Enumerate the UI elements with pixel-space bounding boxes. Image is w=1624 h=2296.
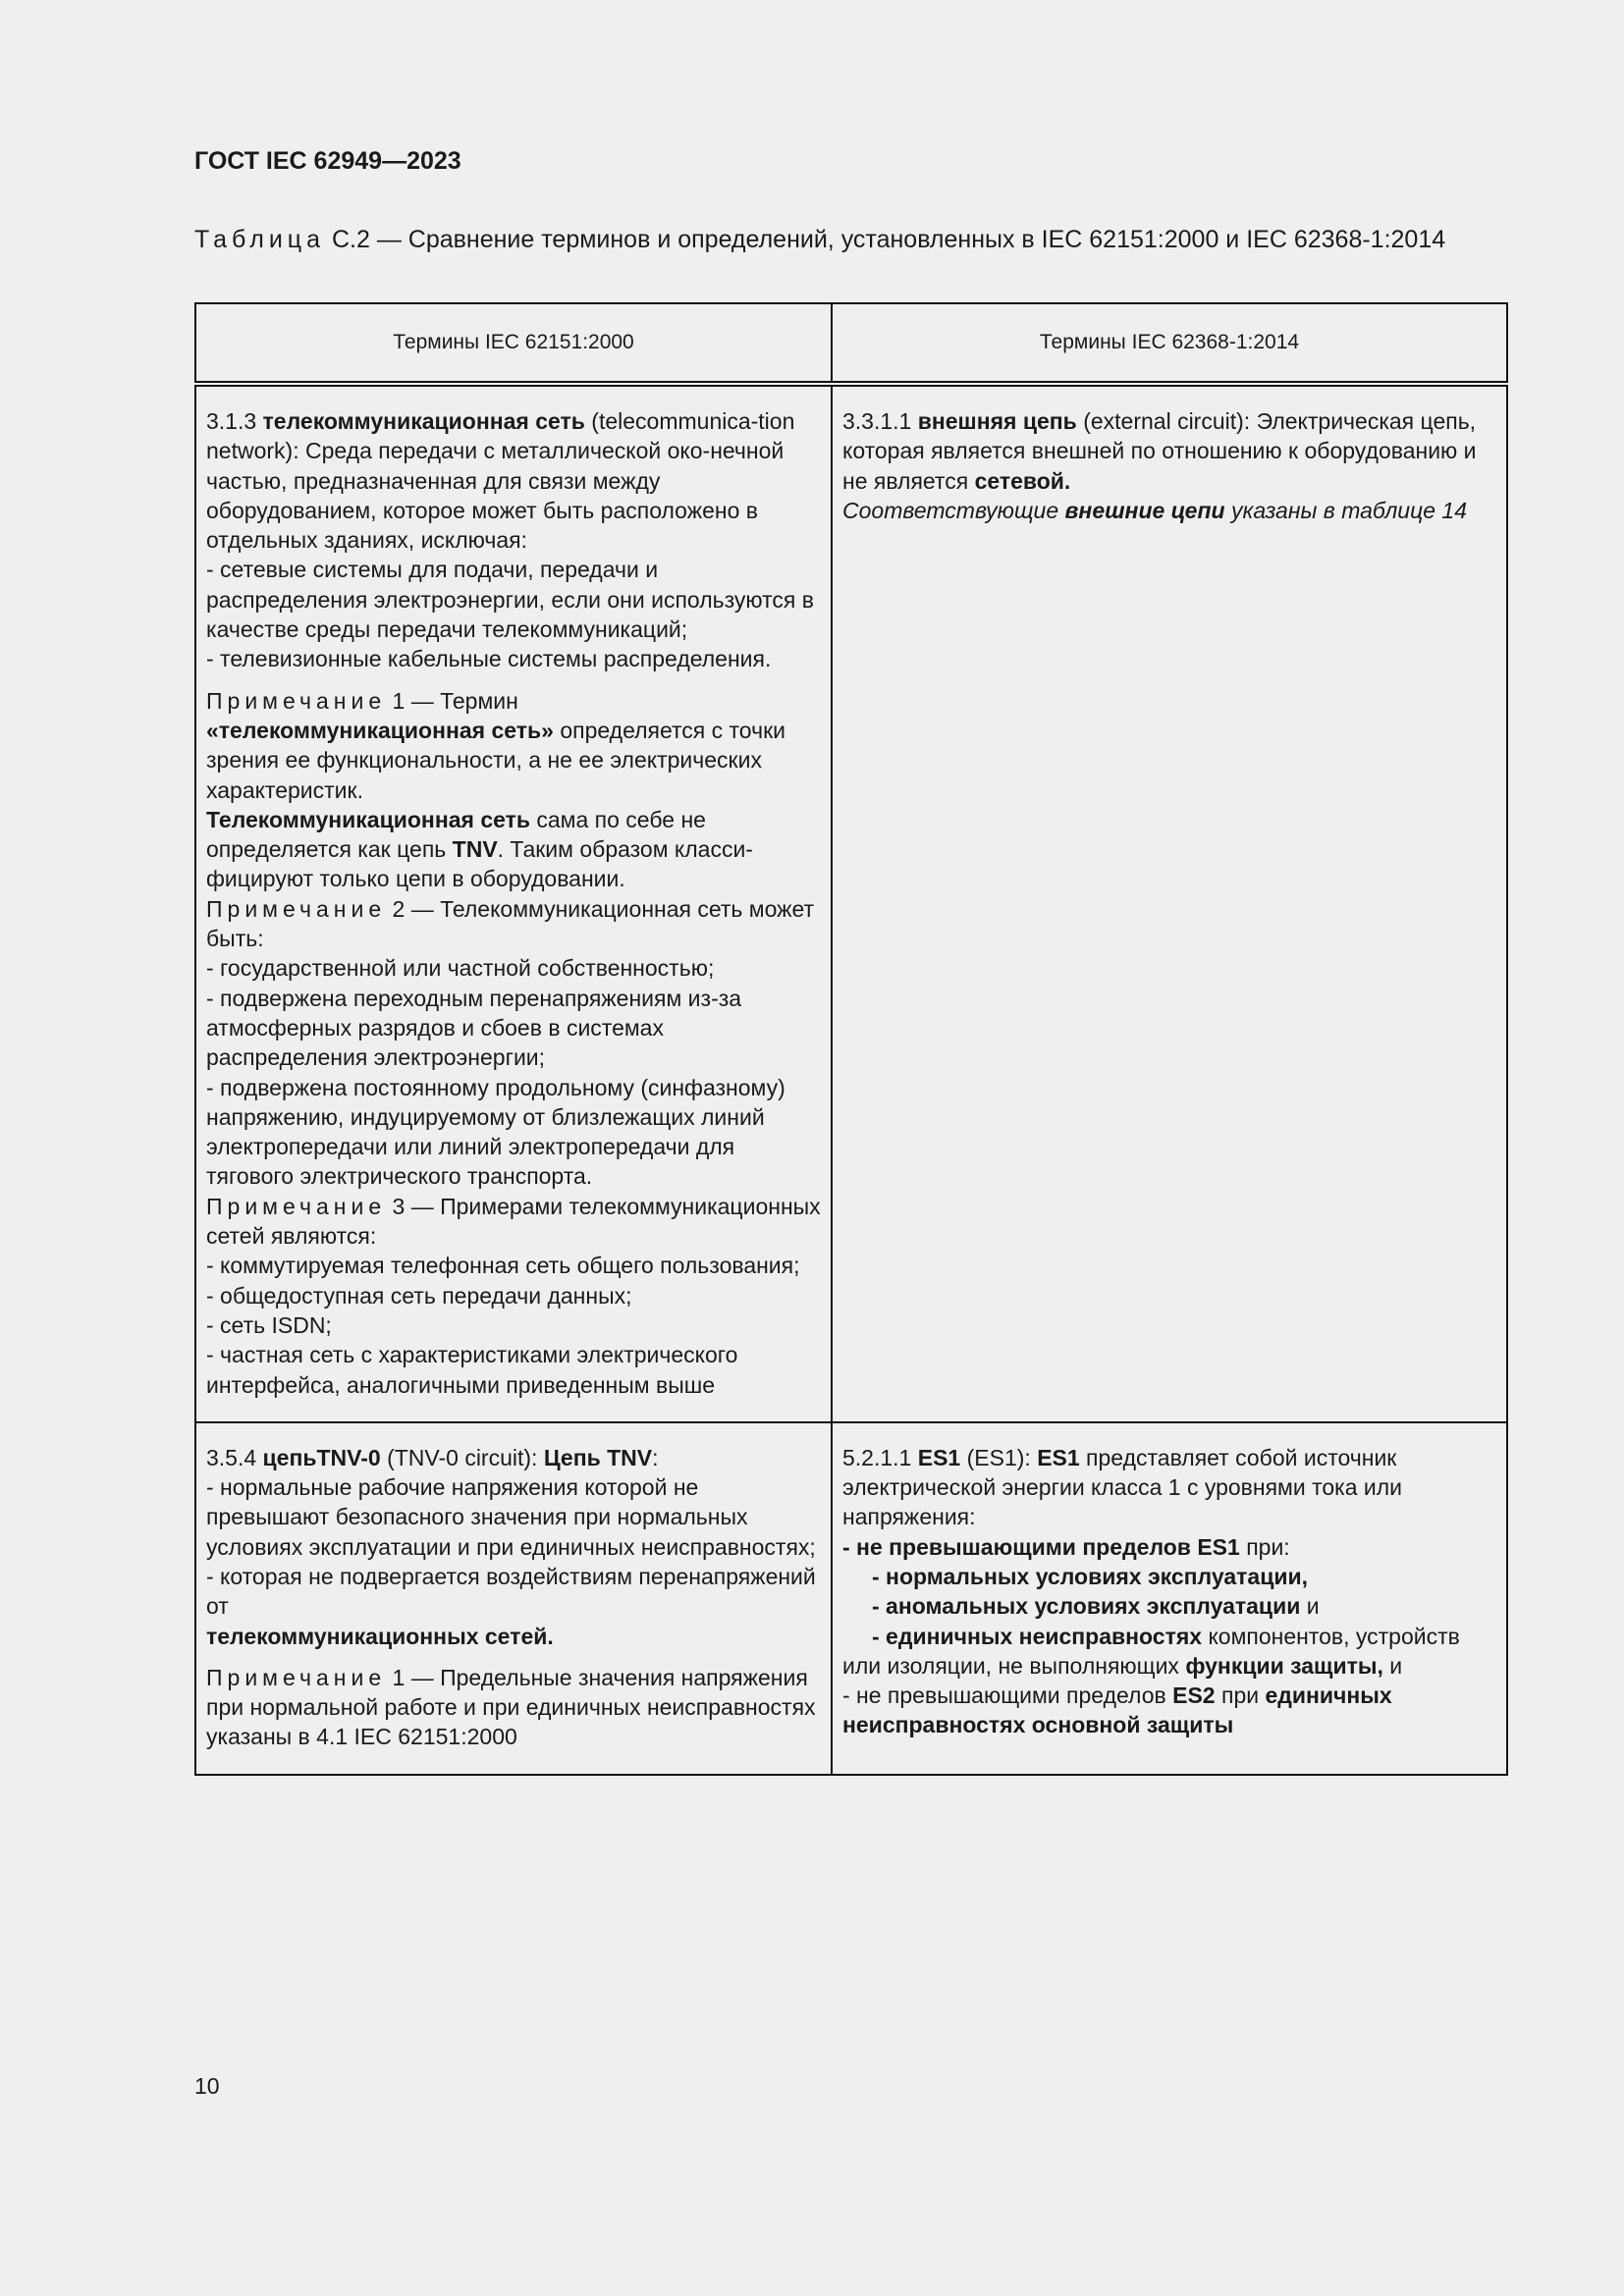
list-item: - коммутируемая телефонная сеть общего пользования; bbox=[206, 1253, 800, 1279]
item-term: единичных неисправностях основной защиты bbox=[842, 1682, 1392, 1738]
note-label: Примечание bbox=[206, 1664, 387, 1690]
note-text: указаны в таблице 14 bbox=[1224, 497, 1467, 523]
term-definition bbox=[206, 406, 821, 555]
item-text: - которая не подвергается воздействиям перенапряжений от bbox=[206, 1563, 816, 1620]
sub-list-item bbox=[842, 1591, 1496, 1621]
caption-text: С.2 — Сравнение терминов и определений, установленных в IEC 62151:2000 и IEC 62368-1:2014 bbox=[325, 226, 1446, 253]
row1-right-cell bbox=[832, 384, 1507, 1422]
note-label: Примечание bbox=[206, 895, 387, 922]
note-term: внешние цепи bbox=[1064, 497, 1225, 523]
list-item: - частная сеть с характеристиками электрического интерфейса, аналогичными приведенным выше bbox=[206, 1342, 738, 1398]
list-item bbox=[842, 1532, 1496, 1562]
table-row bbox=[195, 384, 1507, 1422]
item-text: и bbox=[1382, 1652, 1403, 1679]
term-text: (ES1): bbox=[960, 1444, 1038, 1470]
term-ref: сетевой. bbox=[974, 467, 1071, 494]
term-text: представляет собой источник электрической энергии класса 1 с уровнями тока или напряжения: bbox=[842, 1444, 1403, 1530]
term-text: (telecommunica-tion network): Среда передачи с металлической око-нечной частью, предназначенная для связи между оборудованием, которое может быть расположено в отдельных зданиях, исключая: bbox=[206, 408, 795, 554]
note-text: 2 — Телекоммуникационная сеть может быть: bbox=[206, 895, 815, 952]
italic-note bbox=[842, 496, 1496, 525]
item-text: и bbox=[1300, 1593, 1320, 1620]
note-1 bbox=[206, 686, 821, 894]
list-item: - телевизионные кабельные системы распределения. bbox=[206, 646, 772, 672]
note-text: . Таким образом класси-фицируют только цепи в оборудовании. bbox=[206, 836, 753, 892]
note-term: TNV bbox=[452, 836, 498, 863]
item-term: - единичных неисправностях bbox=[872, 1623, 1203, 1649]
note-text: определяется с точки зрения ее функциональности, а не ее электрических характеристик. bbox=[206, 717, 785, 803]
note-3 bbox=[206, 1192, 821, 1252]
item-term: - аномальных условиях эксплуатации bbox=[872, 1593, 1301, 1620]
col2-header: Термины IEC 62368-1:2014 bbox=[832, 303, 1507, 384]
sub-list-item bbox=[842, 1562, 1496, 1591]
caption-label: Таблица bbox=[194, 226, 326, 253]
term-definition bbox=[842, 1443, 1496, 1532]
term-number: 3.1.3 bbox=[206, 408, 263, 434]
comparison-table bbox=[194, 302, 1508, 1776]
col1-header: Термины IEC 62151:2000 bbox=[195, 303, 832, 384]
term-ref: Цепь TNV bbox=[543, 1444, 653, 1470]
note-1 bbox=[206, 1663, 821, 1752]
list-item: - общедоступная сеть передачи данных; bbox=[206, 1282, 632, 1308]
term-number: 3.3.1.1 bbox=[842, 408, 918, 434]
item-term: ES2 bbox=[1172, 1682, 1216, 1709]
term-text: (external circuit): Электрическая цепь, которая является внешней по отношению к оборудованию и не является bbox=[842, 408, 1477, 494]
sub-list-item bbox=[842, 1622, 1496, 1682]
note-text: Соответствующие bbox=[842, 497, 1065, 523]
term-number: 5.2.1.1 bbox=[842, 1444, 918, 1470]
table-caption bbox=[194, 224, 1508, 255]
list-item: - сетевые системы для подачи, передачи и распределения электроэнергии, если они используются в качестве среды передачи телекоммуникаций; bbox=[206, 557, 814, 643]
list-item: - государственной или частной собственностью; bbox=[206, 955, 715, 982]
term-ref: ES1 bbox=[1037, 1444, 1080, 1470]
item-term: функции защиты, bbox=[1185, 1652, 1383, 1679]
term-definition bbox=[206, 1443, 821, 1472]
item-term: - нормальных условиях эксплуатации, bbox=[872, 1563, 1308, 1589]
term-name: телекоммуникационная сеть bbox=[262, 408, 585, 434]
term-definition bbox=[842, 406, 1496, 496]
term-name: внешняя цепь bbox=[917, 408, 1077, 434]
page-number: 10 bbox=[194, 2073, 220, 2099]
note-text: сама по себе не определяется как цепь bbox=[206, 806, 706, 863]
term-name: цепьTNV-0 bbox=[262, 1444, 381, 1470]
item-term: - не превышающими пределов ES1 bbox=[842, 1533, 1240, 1560]
item-text: компонентов, устройств или изоляции, не выполняющих bbox=[842, 1623, 1460, 1679]
list-item: - нормальные рабочие напряжения которой не превышают безопасного значения при нормальных условиях эксплуатации и при единичных неисправностях; bbox=[206, 1474, 816, 1560]
note-term: Телекоммуникационная сеть bbox=[206, 806, 530, 832]
note-text: 1 — Термин bbox=[386, 687, 518, 714]
list-item: - подвержена постоянному продольному (синфазному) напряжению, индуцируемому от близлежащих линий электропередачи или линий электропередачи для тягового электрического транспорта. bbox=[206, 1074, 785, 1190]
item-text: - не превышающими пределов bbox=[842, 1682, 1173, 1709]
list-item: - сеть ISDN; bbox=[206, 1311, 332, 1338]
term-text: : bbox=[652, 1444, 659, 1470]
list-item bbox=[206, 1562, 821, 1651]
note-label: Примечание bbox=[206, 1193, 387, 1219]
note-text: 3 — Примерами телекоммуникационных сетей являются: bbox=[206, 1193, 821, 1250]
table-row bbox=[195, 1422, 1507, 1775]
document-header: ГОСТ IEC 62949—2023 bbox=[194, 147, 461, 175]
note-term: «телекоммуникационная сеть» bbox=[206, 717, 554, 743]
term-text: (TNV-0 circuit): bbox=[380, 1444, 544, 1470]
table-header-row bbox=[195, 303, 1507, 384]
item-text: при: bbox=[1239, 1533, 1290, 1560]
row2-right-cell bbox=[832, 1422, 1507, 1775]
list-item: - подвержена переходным перенапряжениям из-за атмосферных разрядов и сбоев в системах распределения электроэнергии; bbox=[206, 985, 742, 1071]
term-number: 3.5.4 bbox=[206, 1444, 263, 1470]
row1-left-cell bbox=[195, 384, 832, 1422]
item-term: телекоммуникационных сетей. bbox=[206, 1623, 554, 1649]
note-text: 1 — Предельные значения напряжения при нормальной работе и при единичных неисправностях указаны в 4.1 IEC 62151:2000 bbox=[206, 1664, 816, 1750]
row2-left-cell bbox=[195, 1422, 832, 1775]
term-name: ES1 bbox=[917, 1444, 961, 1470]
note-2 bbox=[206, 894, 821, 954]
list-item bbox=[842, 1681, 1496, 1740]
note-label: Примечание bbox=[206, 687, 387, 714]
item-text: при bbox=[1215, 1682, 1266, 1709]
